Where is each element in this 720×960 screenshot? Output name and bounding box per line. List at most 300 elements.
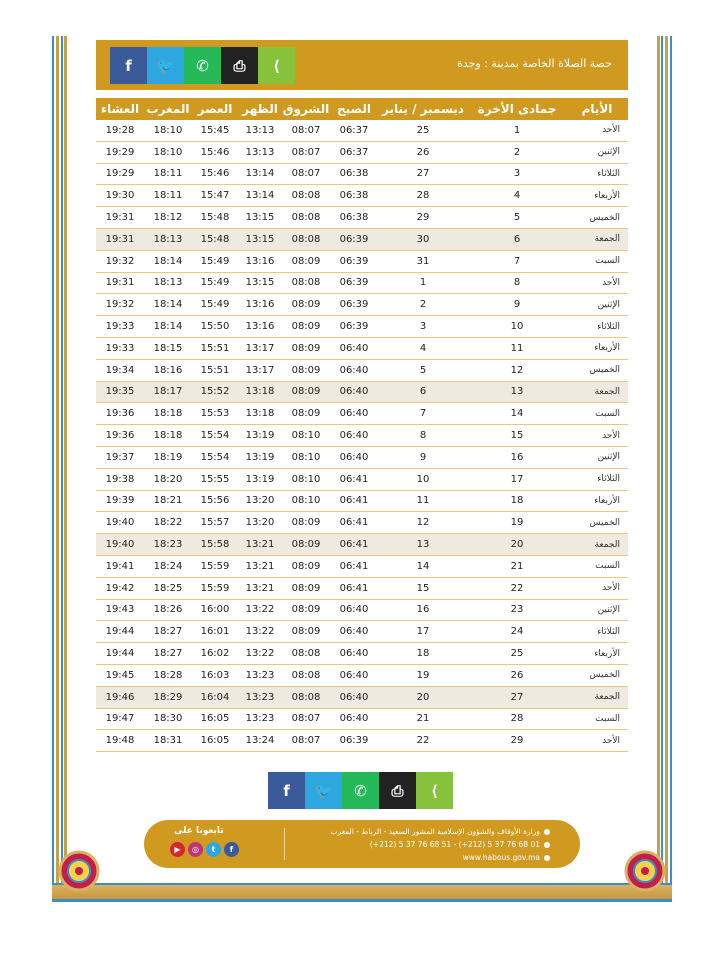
cell-day: الجمعة (566, 228, 628, 250)
cell-isha: 19:32 (96, 294, 144, 316)
cell-maghrib: 18:27 (144, 643, 192, 665)
cell-isha: 19:33 (96, 337, 144, 359)
cell-asr: 15:54 (192, 446, 238, 468)
cell-shuruq: 08:09 (282, 359, 330, 381)
cell-maghrib: 18:11 (144, 163, 192, 185)
cell-hijri: 13 (468, 381, 566, 403)
cell-fajr: 06:37 (330, 141, 378, 163)
cell-greg: 20 (378, 686, 468, 708)
cell-maghrib: 18:10 (144, 141, 192, 163)
cell-dhuhr: 13:22 (238, 643, 282, 665)
cell-fajr: 06:39 (330, 316, 378, 338)
cell-day: الإثنين (566, 599, 628, 621)
cell-fajr: 06:41 (330, 468, 378, 490)
cell-fajr: 06:38 (330, 163, 378, 185)
cell-maghrib: 18:18 (144, 425, 192, 447)
cell-dhuhr: 13:20 (238, 490, 282, 512)
cell-isha: 19:29 (96, 163, 144, 185)
cell-hijri: 26 (468, 664, 566, 686)
cell-day: الثلاثاء (566, 163, 628, 185)
table-row (96, 316, 628, 338)
cell-asr: 15:47 (192, 185, 238, 207)
table-row (96, 730, 628, 752)
facebook-share-button[interactable] (110, 47, 147, 84)
cell-asr: 16:04 (192, 686, 238, 708)
cell-asr: 15:51 (192, 337, 238, 359)
cell-isha: 19:30 (96, 185, 144, 207)
phone-text: (+212) 5 37 76 68 51 - (+212) 5 37 76 68 01 (369, 840, 540, 849)
cell-shuruq: 08:10 (282, 468, 330, 490)
cell-greg: 9 (378, 446, 468, 468)
cell-day: الثلاثاء (566, 316, 628, 338)
cell-isha: 19:48 (96, 730, 144, 752)
cell-shuruq: 08:08 (282, 643, 330, 665)
cell-greg: 29 (378, 207, 468, 229)
whatsapp-share-button[interactable] (342, 772, 379, 809)
cell-asr: 16:03 (192, 664, 238, 686)
location-icon (544, 829, 550, 835)
cell-isha: 19:38 (96, 468, 144, 490)
cell-maghrib: 18:14 (144, 250, 192, 272)
cell-shuruq: 08:09 (282, 512, 330, 534)
column-header: العشاء (96, 98, 144, 120)
table-row (96, 228, 628, 250)
twitter-icon: 🐦 (314, 781, 333, 800)
cell-day: السبت (566, 403, 628, 425)
print-share-button[interactable] (221, 47, 258, 84)
cell-isha: 19:41 (96, 555, 144, 577)
cell-fajr: 06:41 (330, 534, 378, 556)
cell-hijri: 22 (468, 577, 566, 599)
cell-day: الإثنين (566, 446, 628, 468)
print-icon: ⎙ (233, 56, 246, 75)
cell-dhuhr: 13:15 (238, 207, 282, 229)
cell-asr: 15:59 (192, 555, 238, 577)
facebook-icon: f (283, 781, 290, 800)
cell-hijri: 12 (468, 359, 566, 381)
cell-dhuhr: 13:21 (238, 577, 282, 599)
cell-maghrib: 18:13 (144, 228, 192, 250)
cell-greg: 21 (378, 708, 468, 730)
cell-dhuhr: 13:19 (238, 468, 282, 490)
cell-dhuhr: 13:23 (238, 664, 282, 686)
table-row (96, 621, 628, 643)
cell-maghrib: 18:14 (144, 316, 192, 338)
cell-maghrib: 18:29 (144, 686, 192, 708)
cell-dhuhr: 13:21 (238, 534, 282, 556)
cell-hijri: 17 (468, 468, 566, 490)
cell-asr: 15:49 (192, 294, 238, 316)
cell-maghrib: 18:11 (144, 185, 192, 207)
cell-isha: 19:28 (96, 120, 144, 141)
cell-asr: 15:58 (192, 534, 238, 556)
cell-fajr: 06:41 (330, 490, 378, 512)
cell-maghrib: 18:12 (144, 207, 192, 229)
cell-hijri: 2 (468, 141, 566, 163)
prayer-times-page (52, 36, 672, 902)
cell-greg: 15 (378, 577, 468, 599)
header-bar (96, 40, 628, 90)
cell-hijri: 19 (468, 512, 566, 534)
table-row (96, 512, 628, 534)
cell-isha: 19:29 (96, 141, 144, 163)
cell-maghrib: 18:17 (144, 381, 192, 403)
cell-hijri: 1 (468, 120, 566, 141)
cell-day: الأربعاء (566, 643, 628, 665)
cell-shuruq: 08:08 (282, 272, 330, 294)
cell-shuruq: 08:10 (282, 490, 330, 512)
follow-us-label: تابعونا على (174, 826, 224, 836)
table-row (96, 337, 628, 359)
cell-maghrib: 18:25 (144, 577, 192, 599)
cell-isha: 19:46 (96, 686, 144, 708)
cell-shuruq: 08:09 (282, 381, 330, 403)
cell-dhuhr: 13:20 (238, 512, 282, 534)
share-icon: ⟨ (431, 781, 438, 800)
cell-dhuhr: 13:13 (238, 120, 282, 141)
cell-maghrib: 18:30 (144, 708, 192, 730)
cell-greg: 28 (378, 185, 468, 207)
cell-fajr: 06:40 (330, 403, 378, 425)
cell-greg: 12 (378, 512, 468, 534)
cell-maghrib: 18:20 (144, 468, 192, 490)
cell-fajr: 06:40 (330, 425, 378, 447)
cell-fajr: 06:39 (330, 730, 378, 752)
table-row (96, 534, 628, 556)
cell-isha: 19:47 (96, 708, 144, 730)
cell-dhuhr: 13:17 (238, 359, 282, 381)
cell-day: الأحد (566, 272, 628, 294)
twitter-share-button[interactable] (305, 772, 342, 809)
cell-dhuhr: 13:14 (238, 163, 282, 185)
cell-fajr: 06:40 (330, 599, 378, 621)
cell-greg: 16 (378, 599, 468, 621)
print-share-button[interactable] (379, 772, 416, 809)
cell-shuruq: 08:09 (282, 337, 330, 359)
phone-icon (544, 842, 550, 848)
youtube-icon[interactable]: ▶ (170, 842, 185, 857)
table-row (96, 490, 628, 512)
column-header: الصبح (330, 98, 378, 120)
cell-hijri: 7 (468, 250, 566, 272)
cell-hijri: 28 (468, 708, 566, 730)
cell-day: الجمعة (566, 381, 628, 403)
cell-fajr: 06:39 (330, 250, 378, 272)
cell-maghrib: 18:23 (144, 534, 192, 556)
cell-hijri: 21 (468, 555, 566, 577)
table-row (96, 120, 628, 141)
cell-hijri: 23 (468, 599, 566, 621)
cell-hijri: 14 (468, 403, 566, 425)
cell-hijri: 20 (468, 534, 566, 556)
cell-dhuhr: 13:21 (238, 555, 282, 577)
cell-fajr: 06:39 (330, 228, 378, 250)
cell-asr: 15:59 (192, 577, 238, 599)
cell-dhuhr: 13:17 (238, 337, 282, 359)
cell-fajr: 06:37 (330, 120, 378, 141)
cell-greg: 2 (378, 294, 468, 316)
cell-shuruq: 08:09 (282, 534, 330, 556)
whatsapp-icon: ✆ (196, 56, 209, 75)
address-text: وزارة الأوقاف والشؤون الإسلامية المشور السعيد - الرباط - المغرب (330, 827, 540, 836)
cell-greg: 7 (378, 403, 468, 425)
cell-fajr: 06:40 (330, 686, 378, 708)
cell-day: الخميس (566, 664, 628, 686)
whatsapp-share-button[interactable] (184, 47, 221, 84)
cell-isha: 19:31 (96, 272, 144, 294)
table-row (96, 381, 628, 403)
cell-maghrib: 18:13 (144, 272, 192, 294)
cell-fajr: 06:41 (330, 555, 378, 577)
cell-maghrib: 18:27 (144, 621, 192, 643)
flower-ornament-icon (58, 850, 100, 892)
share-icon: ⟨ (273, 56, 280, 75)
cell-asr: 16:02 (192, 643, 238, 665)
cell-isha: 19:42 (96, 577, 144, 599)
cell-hijri: 27 (468, 686, 566, 708)
cell-fajr: 06:40 (330, 381, 378, 403)
whatsapp-icon: ✆ (354, 781, 367, 800)
cell-fajr: 06:40 (330, 708, 378, 730)
instagram-icon[interactable]: ◎ (188, 842, 203, 857)
flower-ornament-icon (624, 850, 666, 892)
cell-dhuhr: 13:23 (238, 686, 282, 708)
table-body (96, 120, 628, 752)
cell-day: السبت (566, 555, 628, 577)
column-header: العصر (192, 98, 238, 120)
table-row (96, 446, 628, 468)
cell-shuruq: 08:09 (282, 294, 330, 316)
column-header: ديسمبر / يناير (378, 98, 468, 120)
cell-day: السبت (566, 708, 628, 730)
right-border-ornament (656, 36, 672, 902)
cell-asr: 15:50 (192, 316, 238, 338)
cell-isha: 19:34 (96, 359, 144, 381)
cell-asr: 15:45 (192, 120, 238, 141)
table-row (96, 468, 628, 490)
cell-shuruq: 08:08 (282, 228, 330, 250)
cell-maghrib: 18:14 (144, 294, 192, 316)
cell-fajr: 06:40 (330, 621, 378, 643)
cell-shuruq: 08:07 (282, 163, 330, 185)
cell-hijri: 5 (468, 207, 566, 229)
cell-maghrib: 18:22 (144, 512, 192, 534)
cell-fajr: 06:38 (330, 207, 378, 229)
table-row (96, 555, 628, 577)
cell-day: السبت (566, 250, 628, 272)
cell-fajr: 06:39 (330, 294, 378, 316)
cell-maghrib: 18:24 (144, 555, 192, 577)
cell-greg: 19 (378, 664, 468, 686)
cell-dhuhr: 13:14 (238, 185, 282, 207)
table-row (96, 643, 628, 665)
cell-shuruq: 08:09 (282, 599, 330, 621)
cell-day: الجمعة (566, 686, 628, 708)
table-row (96, 294, 628, 316)
cell-isha: 19:35 (96, 381, 144, 403)
contact-info (290, 825, 550, 864)
twitter-share-button[interactable] (147, 47, 184, 84)
cell-greg: 1 (378, 272, 468, 294)
facebook-icon: f (125, 56, 132, 75)
cell-isha: 19:39 (96, 490, 144, 512)
cell-fajr: 06:39 (330, 272, 378, 294)
table-row (96, 708, 628, 730)
cell-maghrib: 18:16 (144, 359, 192, 381)
cell-asr: 15:52 (192, 381, 238, 403)
cell-hijri: 3 (468, 163, 566, 185)
facebook-icon[interactable]: f (224, 842, 239, 857)
cell-shuruq: 08:09 (282, 621, 330, 643)
cell-asr: 15:49 (192, 250, 238, 272)
cell-isha: 19:44 (96, 621, 144, 643)
cell-shuruq: 08:07 (282, 730, 330, 752)
column-header: المغرب (144, 98, 192, 120)
cell-greg: 31 (378, 250, 468, 272)
column-header: الظهر (238, 98, 282, 120)
cell-hijri: 18 (468, 490, 566, 512)
cell-isha: 19:45 (96, 664, 144, 686)
cell-dhuhr: 13:18 (238, 403, 282, 425)
footer-social-icons (170, 842, 239, 857)
cell-dhuhr: 13:15 (238, 272, 282, 294)
cell-hijri: 9 (468, 294, 566, 316)
cell-shuruq: 08:09 (282, 250, 330, 272)
table-row (96, 207, 628, 229)
cell-fajr: 06:41 (330, 577, 378, 599)
share-share-button[interactable] (258, 47, 295, 84)
print-icon: ⎙ (391, 781, 404, 800)
cell-shuruq: 08:09 (282, 577, 330, 599)
cell-asr: 15:56 (192, 490, 238, 512)
cell-day: الأحد (566, 577, 628, 599)
left-border-ornament (52, 36, 68, 902)
cell-hijri: 25 (468, 643, 566, 665)
website-link[interactable]: www.habous.gov.ma (462, 853, 540, 862)
cell-hijri: 16 (468, 446, 566, 468)
cell-maghrib: 18:21 (144, 490, 192, 512)
facebook-share-button[interactable] (268, 772, 305, 809)
share-share-button[interactable] (416, 772, 453, 809)
cell-shuruq: 08:09 (282, 403, 330, 425)
cell-fajr: 06:40 (330, 643, 378, 665)
cell-asr: 15:49 (192, 272, 238, 294)
cell-isha: 19:36 (96, 425, 144, 447)
cell-greg: 13 (378, 534, 468, 556)
cell-shuruq: 08:08 (282, 207, 330, 229)
cell-dhuhr: 13:24 (238, 730, 282, 752)
cell-asr: 15:53 (192, 403, 238, 425)
cell-dhuhr: 13:23 (238, 708, 282, 730)
cell-dhuhr: 13:13 (238, 141, 282, 163)
cell-day: الأحد (566, 730, 628, 752)
cell-dhuhr: 13:16 (238, 294, 282, 316)
cell-isha: 19:33 (96, 316, 144, 338)
cell-dhuhr: 13:22 (238, 599, 282, 621)
cell-asr: 16:05 (192, 708, 238, 730)
cell-fajr: 06:40 (330, 446, 378, 468)
cell-day: الخميس (566, 359, 628, 381)
cell-greg: 30 (378, 228, 468, 250)
cell-shuruq: 08:10 (282, 446, 330, 468)
cell-fajr: 06:40 (330, 359, 378, 381)
cell-greg: 26 (378, 141, 468, 163)
cell-day: الخميس (566, 207, 628, 229)
twitter-icon[interactable]: t (206, 842, 221, 857)
cell-isha: 19:44 (96, 643, 144, 665)
cell-hijri: 4 (468, 185, 566, 207)
cell-greg: 25 (378, 120, 468, 141)
twitter-icon: 🐦 (156, 56, 175, 75)
cell-greg: 17 (378, 621, 468, 643)
cell-isha: 19:40 (96, 512, 144, 534)
cell-greg: 18 (378, 643, 468, 665)
table-row (96, 359, 628, 381)
share-toolbar (110, 47, 295, 84)
table-row (96, 250, 628, 272)
cell-hijri: 8 (468, 272, 566, 294)
table-row (96, 577, 628, 599)
cell-isha: 19:32 (96, 250, 144, 272)
cell-maghrib: 18:26 (144, 599, 192, 621)
share-toolbar-bottom (268, 772, 453, 809)
cell-day: الأربعاء (566, 490, 628, 512)
cell-greg: 27 (378, 163, 468, 185)
cell-hijri: 10 (468, 316, 566, 338)
cell-maghrib: 18:28 (144, 664, 192, 686)
cell-dhuhr: 13:22 (238, 621, 282, 643)
cell-isha: 19:31 (96, 207, 144, 229)
cell-greg: 11 (378, 490, 468, 512)
cell-asr: 15:48 (192, 207, 238, 229)
cell-day: الأحد (566, 120, 628, 141)
cell-shuruq: 08:10 (282, 425, 330, 447)
cell-day: الأحد (566, 425, 628, 447)
cell-asr: 15:48 (192, 228, 238, 250)
table-row (96, 425, 628, 447)
cell-asr: 15:57 (192, 512, 238, 534)
cell-isha: 19:36 (96, 403, 144, 425)
cell-maghrib: 18:19 (144, 446, 192, 468)
table-row (96, 403, 628, 425)
cell-shuruq: 08:07 (282, 141, 330, 163)
table-row (96, 272, 628, 294)
cell-fajr: 06:40 (330, 664, 378, 686)
cell-dhuhr: 13:19 (238, 446, 282, 468)
cell-isha: 19:37 (96, 446, 144, 468)
cell-shuruq: 08:09 (282, 555, 330, 577)
page-title: حصة الصلاة الخاصة بمدينة : وجدة (457, 57, 612, 70)
cell-asr: 15:51 (192, 359, 238, 381)
footer-contact-bar (144, 820, 580, 868)
cell-maghrib: 18:31 (144, 730, 192, 752)
cell-greg: 4 (378, 337, 468, 359)
cell-shuruq: 08:09 (282, 316, 330, 338)
table-row (96, 163, 628, 185)
cell-shuruq: 08:08 (282, 686, 330, 708)
cell-fajr: 06:41 (330, 512, 378, 534)
cell-dhuhr: 13:18 (238, 381, 282, 403)
cell-isha: 19:31 (96, 228, 144, 250)
cell-asr: 15:46 (192, 141, 238, 163)
cell-day: الجمعة (566, 534, 628, 556)
cell-day: الثلاثاء (566, 468, 628, 490)
cell-greg: 3 (378, 316, 468, 338)
cell-isha: 19:40 (96, 534, 144, 556)
cell-fajr: 06:40 (330, 337, 378, 359)
table-header-row (96, 98, 628, 120)
cell-hijri: 24 (468, 621, 566, 643)
